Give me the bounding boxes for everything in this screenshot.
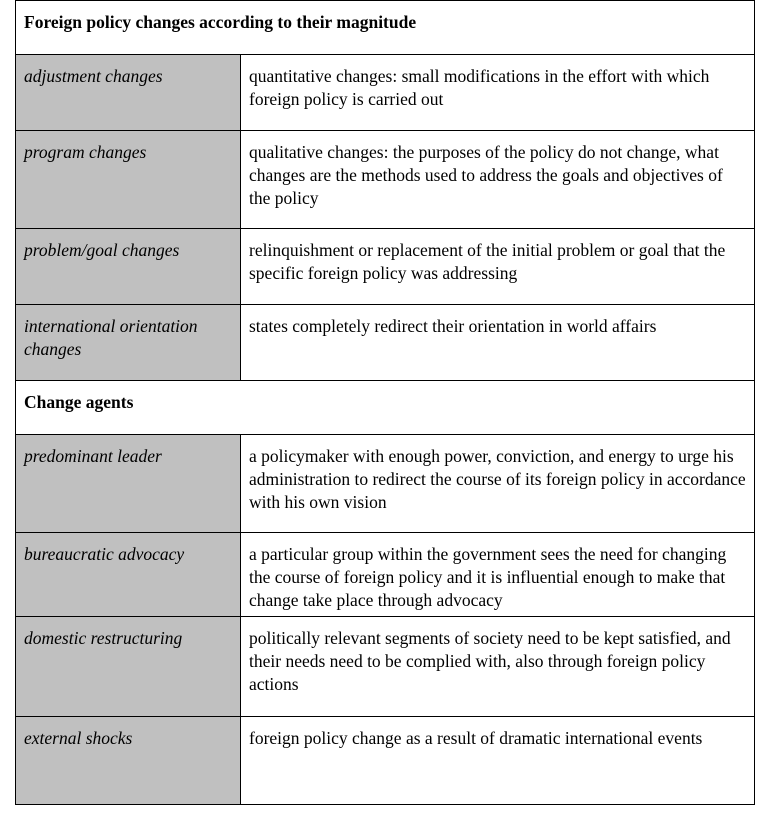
table-row bbox=[16, 717, 755, 805]
section-header-magnitude: Foreign policy changes according to their magnitude bbox=[16, 1, 755, 55]
row-label: external shocks bbox=[16, 717, 241, 805]
foreign-policy-table bbox=[15, 0, 755, 805]
row-description: a policymaker with enough power, conviction, and energy to urge his administration to redirect the course of its foreign policy in accordance with his own vision bbox=[241, 435, 755, 533]
row-description: foreign policy change as a result of dramatic international events bbox=[241, 717, 755, 805]
row-label: problem/goal changes bbox=[16, 229, 241, 305]
table-row bbox=[16, 131, 755, 229]
row-label: domestic restructuring bbox=[16, 617, 241, 717]
row-label: adjustment changes bbox=[16, 55, 241, 131]
section-header-change-agents: Change agents bbox=[16, 381, 755, 435]
row-label: bureaucratic advocacy bbox=[16, 533, 241, 617]
table-row bbox=[16, 617, 755, 717]
table-row bbox=[16, 533, 755, 617]
section-header-row bbox=[16, 1, 755, 55]
row-label: international orientation changes bbox=[16, 305, 241, 381]
row-description: politically relevant segments of society need to be kept satisfied, and their needs need to be complied with, also through foreign policy actions bbox=[241, 617, 755, 717]
row-description: qualitative changes: the purposes of the policy do not change, what changes are the methods used to address the goals and objectives of the policy bbox=[241, 131, 755, 229]
row-label: program changes bbox=[16, 131, 241, 229]
table-row bbox=[16, 305, 755, 381]
row-description: a particular group within the government sees the need for changing the course of foreign policy and it is influential enough to make that change take place through advocacy bbox=[241, 533, 755, 617]
row-description: states completely redirect their orientation in world affairs bbox=[241, 305, 755, 381]
table-row bbox=[16, 55, 755, 131]
row-label: predominant leader bbox=[16, 435, 241, 533]
table-row bbox=[16, 229, 755, 305]
table-row bbox=[16, 435, 755, 533]
row-description: quantitative changes: small modifications in the effort with which foreign policy is carried out bbox=[241, 55, 755, 131]
section-header-row bbox=[16, 381, 755, 435]
row-description: relinquishment or replacement of the initial problem or goal that the specific foreign policy was addressing bbox=[241, 229, 755, 305]
